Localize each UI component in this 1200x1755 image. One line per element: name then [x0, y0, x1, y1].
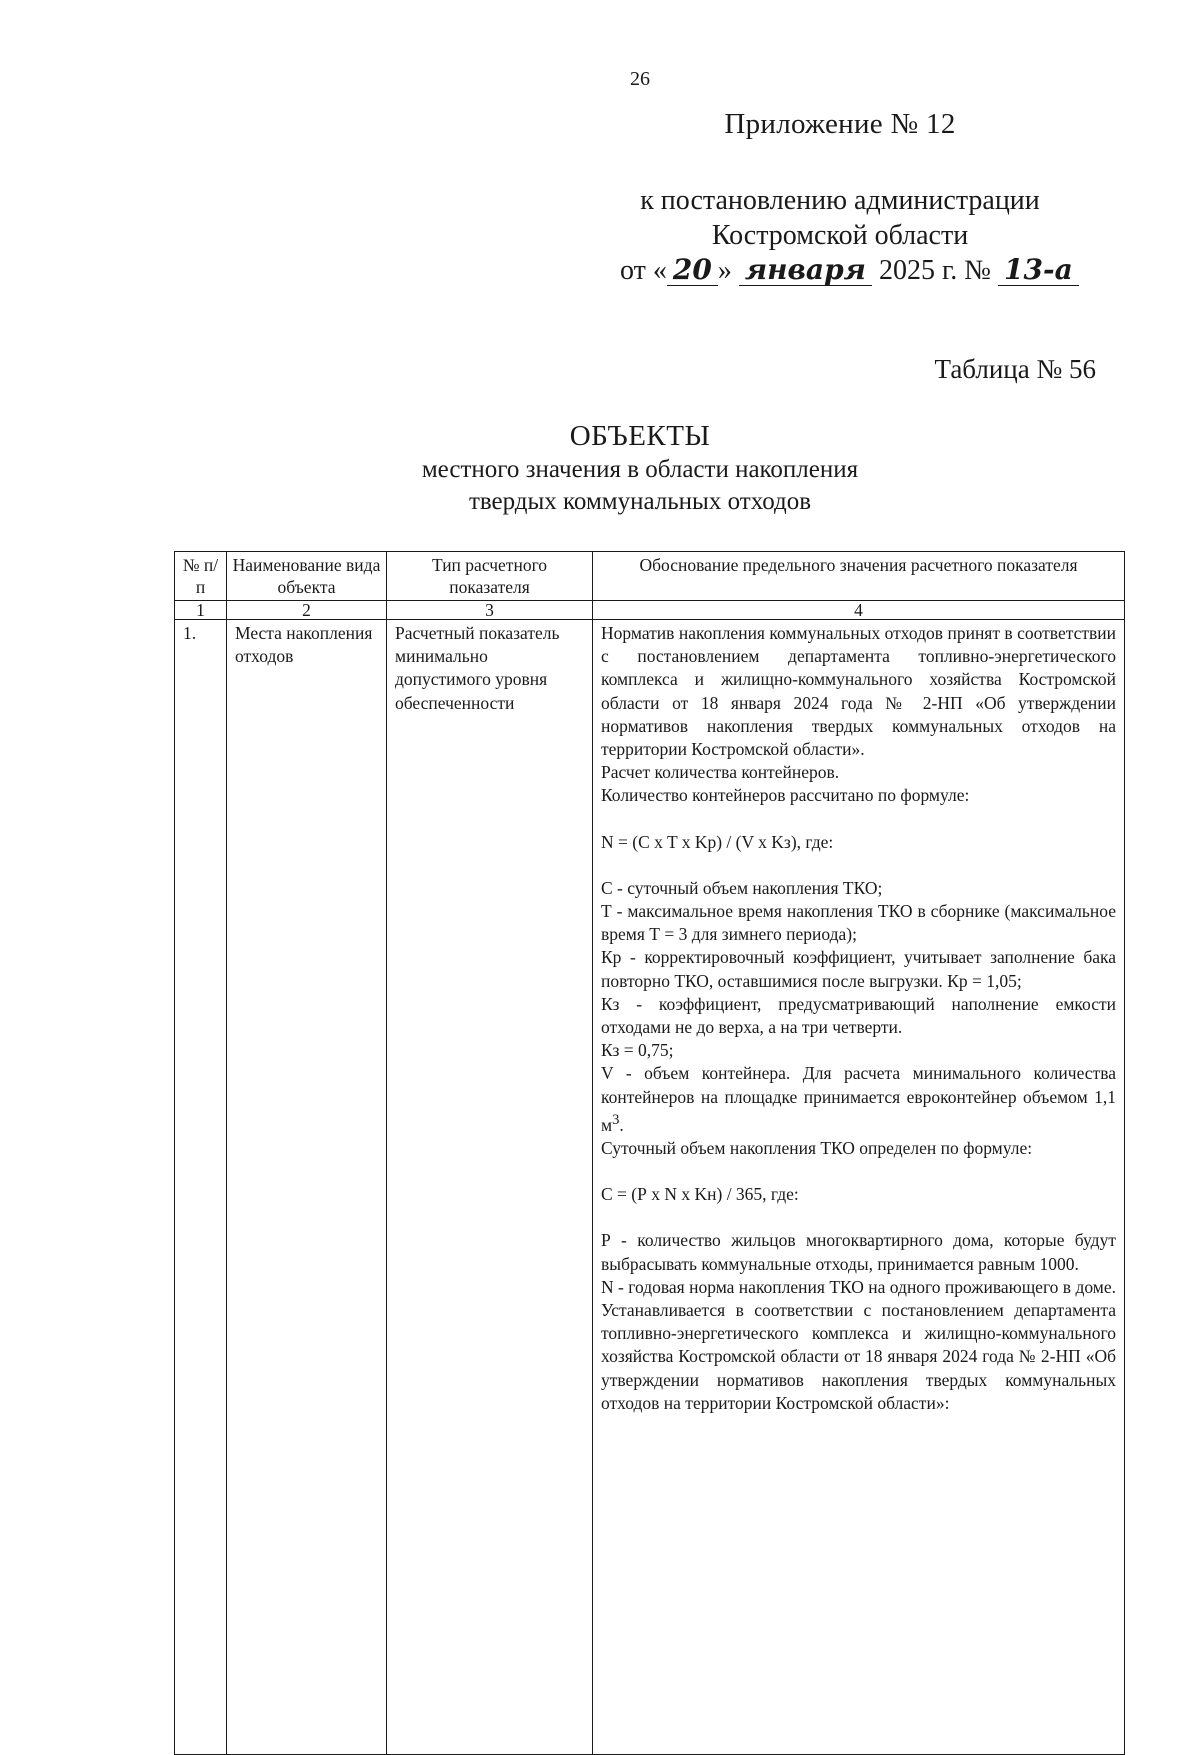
- spacer: [601, 1160, 1116, 1183]
- formula-daily-volume: С = (Р x N x Kн) / 365, где:: [601, 1184, 799, 1205]
- justification-paragraph: N - годовая норма накопления ТКО на одного проживающего в доме. Устанавливается в соответствии с постановлением департамента топливно-энергетического комплекса и жилищно-коммунального хозяйства Костромской области от 18 января 2024 года № 2-НП «Об утверждении нормативов накопления твердых коммунальных отходов на территории Костромской области»:: [601, 1276, 1116, 1413]
- column-number-row: [175, 601, 1125, 620]
- justification-paragraph: Количество контейнеров рассчитано по формуле:: [601, 785, 970, 806]
- table-row: [175, 620, 1125, 1755]
- justification-paragraph: Кз - коэффициент, предусматривающий наполнение емкости отходами не до верха, а на три четверти.: [601, 993, 1116, 1038]
- handwritten-day: 20: [667, 255, 718, 286]
- heading-main: ОБЪЕКТЫ: [569, 420, 711, 452]
- row-justification-cell: [593, 620, 1125, 1755]
- column-number: 3: [387, 601, 593, 620]
- appendix-title: Приложение № 12: [724, 108, 956, 140]
- justification-paragraph: Суточный объем накопления ТКО определен по формуле:: [601, 1137, 1033, 1158]
- appendix-line-1: к постановлению администрации: [640, 185, 1040, 216]
- objects-table: [174, 551, 1125, 1755]
- header-type: Тип расчетного показателя: [387, 552, 593, 601]
- justification-paragraph: Расчет количества контейнеров.: [601, 762, 840, 783]
- justification-paragraph: [601, 1062, 1116, 1136]
- container-volume-text: V - объем контейнера. Для расчета минимального количества контейнеров на площадке принимается евроконтейнер объемом 1,1 м: [601, 1063, 1116, 1135]
- heading-sub-2: твердых коммунальных отходов: [468, 488, 812, 515]
- column-number: 1: [175, 601, 227, 620]
- justification-paragraph: Кз = 0,75;: [601, 1040, 674, 1061]
- row-name-cell: Места накопления отходов: [227, 620, 387, 1755]
- column-number: 2: [227, 601, 387, 620]
- handwritten-number: 13-а: [998, 255, 1079, 286]
- spacer: [601, 808, 1116, 831]
- table-number: Таблица № 56: [934, 354, 1096, 384]
- spacer: [601, 854, 1116, 877]
- column-number: 4: [593, 601, 1125, 620]
- period: .: [619, 1114, 624, 1135]
- row-num-cell: 1.: [175, 620, 227, 1755]
- document-heading: [0, 418, 1200, 518]
- justification-paragraph: Кр - корректировочный коэффициент, учитывает заполнение бака повторно ТКО, оставшимися после выгрузки. Кр = 1,05;: [601, 947, 1116, 991]
- page-number: 26: [630, 68, 650, 90]
- justification-paragraph: Норматив накопления коммунальных отходов принят в соответствии с постановлением департамента топливно-энергетического комплекса и жилищно-коммунального хозяйства Костромской области от 18 января 2024 года № 2-НП «Об утверждении нормативов накопления твердых коммунальных отходов на территории Костромской области».: [601, 623, 1116, 760]
- appendix-line-2: Костромской области: [711, 220, 969, 251]
- header-num: № п/п: [175, 552, 227, 601]
- row-type-cell: Расчетный показатель минимально допустимого уровня обеспеченности: [387, 620, 593, 1755]
- cubic-superscript: 3: [612, 1111, 620, 1128]
- decree-date-line: [620, 253, 1073, 289]
- day-suffix: »: [717, 255, 732, 286]
- header-name: Наименование вида объекта: [227, 552, 387, 601]
- appendix-block: [620, 108, 1073, 289]
- justification-paragraph: С - суточный объем накопления ТКО;: [601, 877, 883, 898]
- year-text: 2025 г. №: [878, 255, 991, 286]
- justification-paragraph: Р - количество жильцов многоквартирного дома, которые будут выбрасывать коммунальные отходы, принимается равным 1000.: [601, 1230, 1116, 1274]
- justification-paragraph: Т - максимальное время накопления ТКО в сборнике (максимальное время Т = 3 для зимнего периода);: [601, 901, 1116, 945]
- header-justification: Обоснование предельного значения расчетного показателя: [593, 552, 1125, 601]
- spacer: [601, 1206, 1116, 1229]
- handwritten-month: января: [739, 255, 872, 286]
- table-header-row: [175, 552, 1125, 601]
- heading-sub-1: местного значения в области накопления: [421, 456, 859, 483]
- formula-containers: N = (C x T x Kp) / (V x Kз), где:: [601, 831, 834, 852]
- date-prefix: от «: [620, 255, 667, 286]
